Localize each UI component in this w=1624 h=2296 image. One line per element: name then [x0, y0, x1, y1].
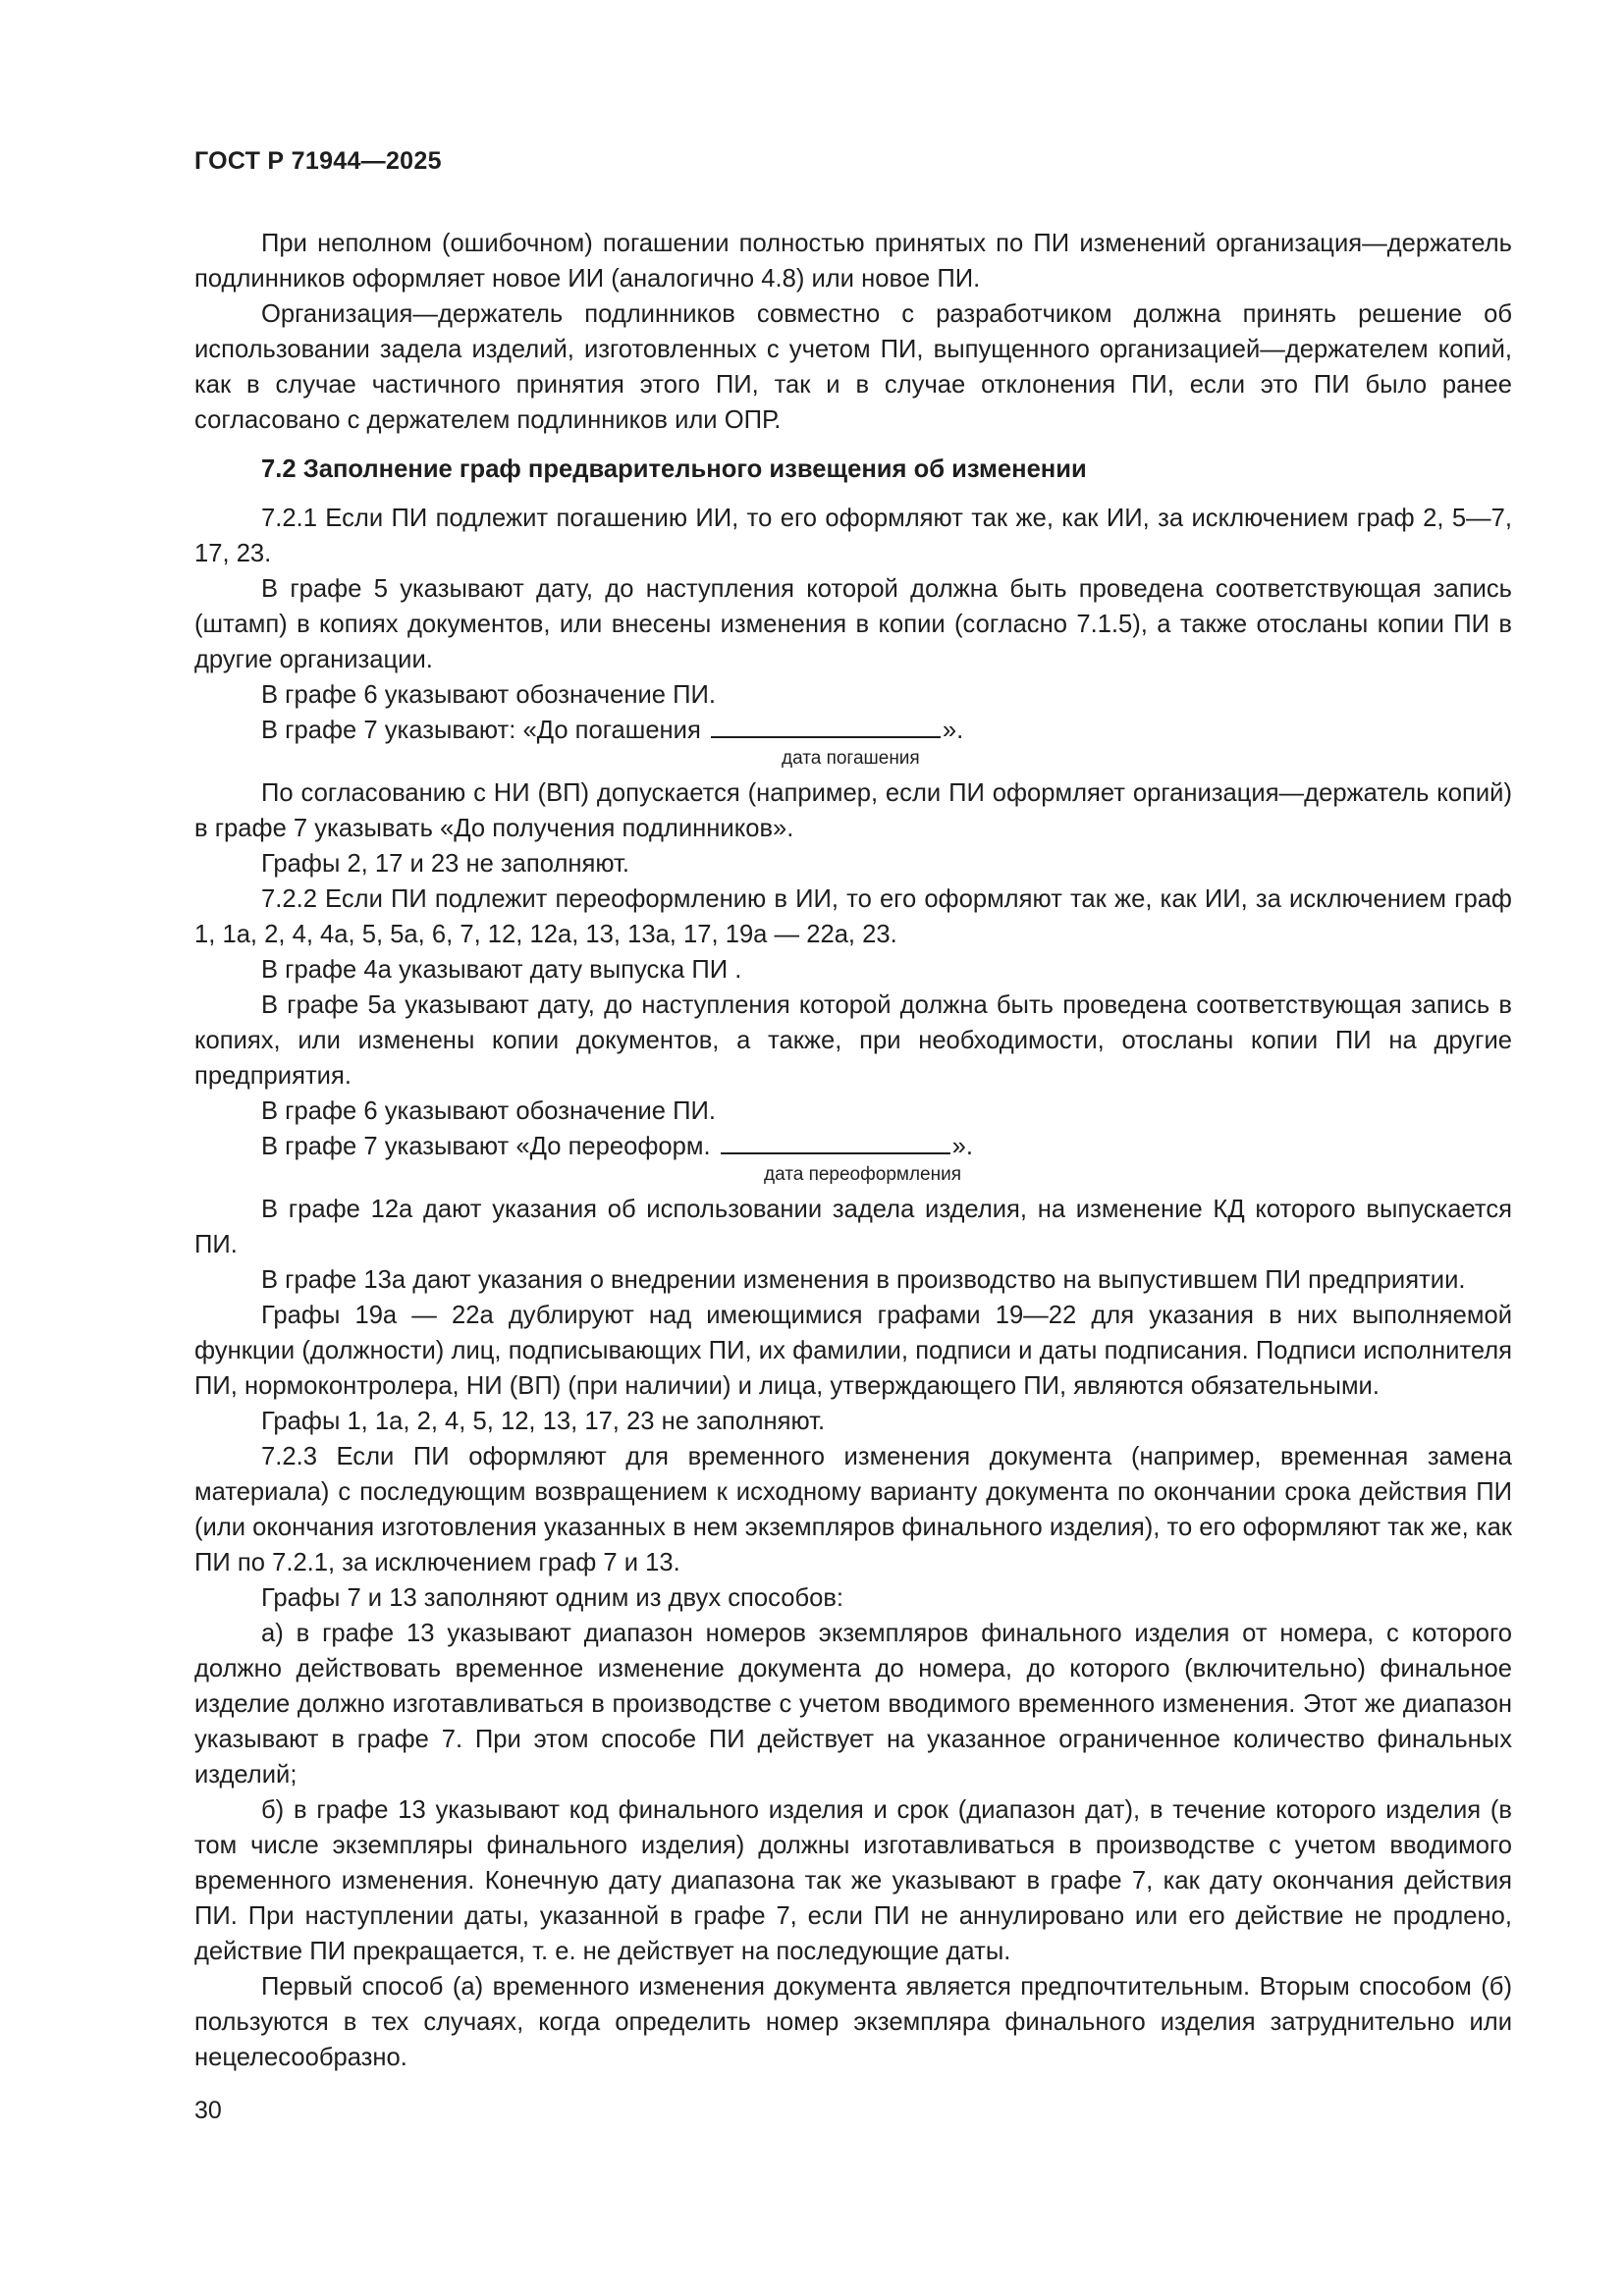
paragraph-column-12a: В графе 12а дают указания об использовании задела изделия, на изменение КД которого выпускается ПИ. — [194, 1196, 1512, 1258]
paragraph-method-b: б) в графе 13 указывают код финального изделия и срок (диапазон дат), в течение которого изделия (в том числе экземпляры финального изделия) должны изготавливаться в производстве с учетом вводимого временного изменения. Конечную дату диапазона так же указывают в графе 7, как дату окончания действия ПИ. При наступлении даты, указанной в графе 7, если ПИ не аннулировано или его действие не продлено, действие ПИ прекращается, т. е. не действует на последующие даты. — [194, 1796, 1512, 1965]
paragraph-column-7-template — [194, 713, 1512, 748]
paragraph-column-5a: В графе 5а указывают дату, до наступления которой должна быть проведена соответствующая запись в копиях, или изменены копии документов, а также, при необходимости, отосланы копии ПИ на другие предприятия. — [194, 991, 1512, 1090]
paragraph-incomplete-cancellation: При неполном (ошибочном) погашении полностью принятых по ПИ изменений организация—держатель подлинников оформляет новое ИИ (аналогично 4.8) или новое ПИ. — [194, 230, 1512, 293]
paragraph-columns-not-filled-2: Графы 1, 1а, 2, 4, 5, 12, 13, 17, 23 не заполняют. — [261, 1408, 826, 1435]
paragraph-7-2-1: 7.2.1 Если ПИ подлежит погашению ИИ, то его оформляют так же, как ИИ, за исключением граф 2, 5—7, 17, 23. — [194, 505, 1512, 567]
document-body — [194, 226, 1512, 2075]
paragraph-column-7-reissue — [194, 1129, 1512, 1164]
column-7-reissue-text-end: ». — [951, 1133, 973, 1160]
fill-line-caption-reissue-date: дата переоформления — [764, 1164, 962, 1185]
fill-line-caption-cancellation-date: дата погашения — [782, 748, 920, 769]
paragraph-backlog-decision: Организация—держатель подлинников совместно с разработчиком должна принять решение об использовании задела изделий, изготовленных с учетом ПИ, выпущенного организацией—держателем копий, как в случае частичного принятия этого ПИ, так и в случае отклонения ПИ, если это ПИ было ранее согласовано с держателем подлинников или ОПР. — [194, 300, 1512, 434]
column-7-reissue-text: В графе 7 указывают «До переоформ. — [261, 1133, 711, 1160]
paragraph-columns-19a-22a: Графы 19а — 22а дублируют над имеющимися графами 19—22 для указания в них выполняемой функции (должности) лиц, подписывающих ПИ, их фамилии, подписи и даты подписания. Подписи исполнителя ПИ, нормоконтролера, НИ (ВП) (при наличии) и лица, утверждающего ПИ, являются обязательными. — [194, 1302, 1512, 1400]
paragraph-method-a: а) в графе 13 указывают диапазон номеров экземпляров финального изделия от номера, с которого должно действовать временное изменение документа до номера, до которого (включительно) финальное изделие должно изготавливаться в производстве с учетом вводимого временного изменения. Этот же диапазон указывают в графе 7. При этом способе ПИ действует на указанное ограниченное количество финальных изделий; — [194, 1620, 1512, 1789]
paragraph-column-4a: В графе 4а указывают дату выпуска ПИ . — [261, 956, 742, 984]
paragraph-column-5: В графе 5 указывают дату, до наступления которой должна быть проведена соответствующая запись (штамп) в копиях документов, или внесены изменения в копии (согласно 7.1.5), а также отосланы копии ПИ в другие организации. — [194, 575, 1512, 673]
section-title-7-2: 7.2 Заполнение граф предварительного извещения об изменении — [261, 455, 1087, 483]
paragraph-column-13a: В графе 13а дают указания о внедрении изменения в производство на выпустившем ПИ предприятии. — [261, 1266, 1466, 1294]
paragraph-column-6-reissue: В графе 6 указывают обозначение ПИ. — [261, 1097, 716, 1125]
paragraph-column-6: В графе 6 указывают обозначение ПИ. — [261, 681, 716, 709]
date-fill-line — [721, 1133, 950, 1154]
column-7-text-end: ». — [942, 717, 964, 744]
document-code-header: ГОСТ Р 71944—2025 — [194, 147, 442, 175]
paragraph-preferred-method: Первый способ (а) временного изменения документа является предпочтительным. Вторым способом (б) пользуются в тех случаях, когда определить номер экземпляра финального изделия затруднительно или нецелесообразно. — [194, 1973, 1512, 2071]
page-number: 30 — [194, 2097, 222, 2124]
column-7-text: В графе 7 указывают: «До погашения — [261, 717, 701, 744]
date-fill-line — [711, 717, 941, 738]
paragraph-7-2-3: 7.2.3 Если ПИ оформляют для временного изменения документа (например, временная замена материала) с последующим возвращением к исходному варианту документа по окончании срока действия ПИ (или окончания изготовления указанных в нем экземпляров финального изделия), то его оформляют так же, как ПИ по 7.2.1, за исключением граф 7 и 13. — [194, 1443, 1512, 1576]
paragraph-two-methods: Графы 7 и 13 заполняют одним из двух способов: — [261, 1584, 844, 1612]
paragraph-7-2-2: 7.2.2 Если ПИ подлежит переоформлению в ИИ, то его оформляют так же, как ИИ, за исключением граф 1, 1а, 2, 4, 4а, 5, 5а, 6, 7, 12, 12а, 13, 13а, 17, 19а — 22а, 23. — [194, 885, 1512, 948]
paragraph-agreement-ni: По согласованию с НИ (ВП) допускается (например, если ПИ оформляет организация—держатель копий) в графе 7 указывать «До получения подлинников». — [194, 779, 1512, 842]
paragraph-columns-not-filled-1: Графы 2, 17 и 23 не заполняют. — [261, 850, 630, 878]
